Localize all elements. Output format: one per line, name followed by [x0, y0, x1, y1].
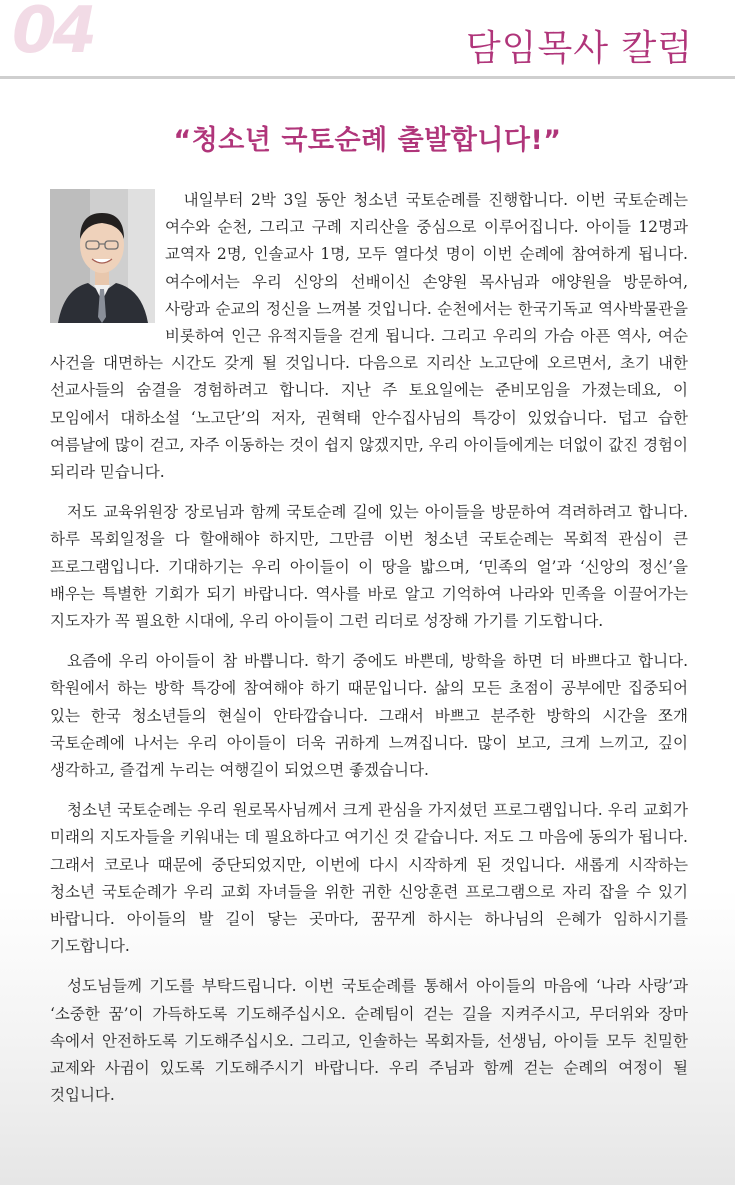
article-body	[50, 187, 688, 1123]
photo-spacer	[50, 187, 165, 339]
paragraph-4: 청소년 국토순례는 우리 원로목사님께서 크게 관심을 가지셨던 프로그램입니다. 우리 교회가 미래의 지도자들을 키워내는 데 필요하다고 여기신 것 같습니다. 저도 그 마음에 동의가 됩니다. 그래서 코로나 때문에 중단되었지만, 이번에 다시 시작하게 된 것입니다. 새롭게 시작하는 청소년 국토순례가 우리 교회 자녀들을 위한 귀한 신앙훈련 프로그램으로 자리 잡을 수 있기 바랍니다. 아이들의 발 길이 닿는 곳마다, 꿈꾸게 하시는 하나님의 은혜가 임하시기를 기도합니다.	[50, 801, 688, 956]
page-number: 04	[12, 0, 94, 68]
paragraph-3: 요즘에 우리 아이들이 참 바쁩니다. 학기 중에도 바쁜데, 방학을 하면 더 바쁘다고 합니다. 학원에서 하는 방학 특강에 참여해야 하기 때문입니다. 삶의 모든 초점이 공부에만 집중되어 있는 한국 청소년들의 현실이 안타깝습니다. 그래서 바쁘고 분주한 방학의 시간을 쪼개 국토순례에 나서는 우리 아이들이 더욱 귀하게 느껴집니다. 많이 보고, 크게 느끼고, 깊이 생각하고, 즐겁게 누리는 여행길이 되었으면 좋겠습니다.	[50, 652, 688, 780]
header-divider	[0, 76, 735, 79]
section-title: 담임목사 칼럼	[465, 28, 693, 69]
paragraph-5: 성도님들께 기도를 부탁드립니다. 이번 국토순례를 통해서 아이들의 마음에 ‘나라 사랑’과 ‘소중한 꿈’이 가득하도록 기도해주십시오. 순례팀이 걷는 길을 지켜주시고, 무더위와 장마 속에서 안전하도록 기도해주십시오. 그리고, 인솔하는 목회자들, 선생님, 아이들 모두 친밀한 교제와 사귐이 있도록 기도해주시기 바랍니다. 우리 주님과 함께 걷는 순례의 여정이 될 것입니다.	[50, 977, 688, 1105]
paragraph-1: 내일부터 2박 3일 동안 청소년 국토순례를 진행합니다. 이번 국토순례는 여수와 순천, 그리고 구례 지리산을 중심으로 이루어집니다. 아이들 12명과 교역자 2명, 인솔교사 1명, 모두 열다섯 명이 이번 순례에 참여하게 됩니다. 여수에서는 우리 신앙의 선배이신 손양원 목사님과 애양원을 방문하여, 사랑과 순교의 정신을 느껴볼 것입니다. 순천에서는 한국기독교 역사박물관을 비롯하여 인근 유적지들을 걷게 됩니다. 그리고 우리의 가슴 아픈 역사, 여순 사건을 대면하는 시간도 갖게 될 것입니다. 다음으로 지리산 노고단에 오르면서, 초기 내한 선교사들의 숨결을 경험하려고 합니다. 지난 주 토요일에는 준비모임을 가졌는데요, 이 모임에서 대하소설 ‘노고단’의 저자, 권혁태 안수집사님의 특강이 있었습니다. 덥고 습한 여름날에 많이 걷고, 자주 이동하는 것이 쉽지 않겠지만, 우리 아이들에게는 더없이 값진 경험이 되리라 믿습니다.	[50, 191, 688, 482]
article-title: “청소년 국토순례 출발합니다!”	[173, 125, 562, 156]
paragraph-2: 저도 교육위원장 장로님과 함께 국토순례 길에 있는 아이들을 방문하여 격려하려고 합니다. 하루 목회일정을 다 할애해야 하지만, 그만큼 이번 청소년 국토순례는 목회적 관심이 큰 프로그램입니다. 기대하기는 우리 아이들이 이 땅을 밟으며, ‘민족의 얼’과 ‘신앙의 정신’을 배우는 특별한 기회가 되기 바랍니다. 역사를 바로 알고 기억하여 나라와 민족을 이끌어가는 지도자가 꼭 필요한 시대에, 우리 아이들이 그런 리더로 성장해 가기를 기도합니다.	[50, 503, 688, 631]
